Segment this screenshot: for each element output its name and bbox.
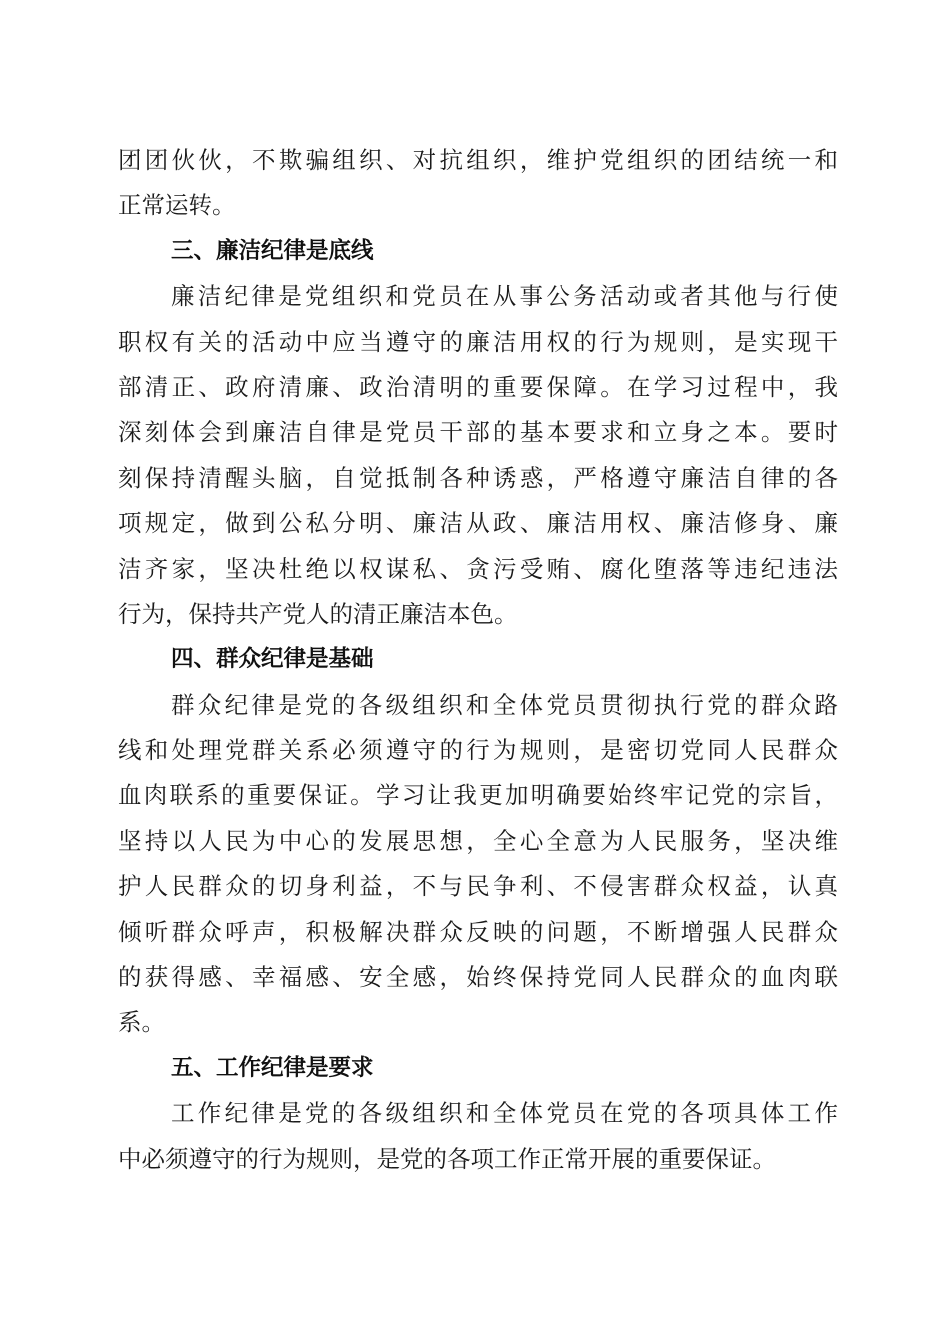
text-line: 的获得感、幸福感、安全感，始终保持党同人民群众的血肉联 [118,963,838,992]
text-line: 护人民群众的切身利益，不与民争利、不侵害群众权益，认真 [118,872,838,901]
text-line: 倾听群众呼声，积极解决群众反映的问题，不断增强人民群众 [118,917,838,946]
text-line: 群众纪律是党的各级组织和全体党员贯彻执行党的群众路 [171,690,838,719]
text-line: 坚持以人民为中心的发展思想，全心全意为人民服务，坚决维 [118,826,838,855]
text-line: 中必须遵守的行为规则，是党的各项工作正常开展的重要保证。 [118,1144,776,1173]
text-line: 正常运转。 [118,191,236,220]
paragraph-integrity-discipline [118,274,838,637]
text-line: 职权有关的活动中应当遵守的廉洁用权的行为规则，是实现干 [118,327,838,356]
document-page [118,138,838,1182]
text-line: 血肉联系的重要保证。学习让我更加明确要始终牢记党的宗旨， [118,781,838,810]
text-line: 廉洁纪律是党组织和党员在从事公务活动或者其他与行使 [171,282,838,311]
text-line: 洁齐家，坚决杜绝以权谋私、贪污受贿、腐化堕落等违纪违法 [118,554,838,583]
text-line: 行为，保持共产党人的清正廉洁本色。 [118,599,518,628]
text-line: 系。 [118,1008,165,1037]
paragraph-work-discipline [118,1091,838,1182]
text-line: 深刻体会到廉洁自律是党员干部的基本要求和立身之本。要时 [118,418,838,447]
text-line: 部清正、政府清廉、政治清明的重要保障。在学习过程中，我 [118,372,838,401]
text-line: 线和处理党群关系必须遵守的行为规则，是密切党同人民群众 [118,736,838,765]
text-line: 工作纪律是党的各级组织和全体党员在党的各项具体工作 [171,1099,838,1128]
section-heading-mass-discipline: 四、群众纪律是基础 [171,646,374,673]
paragraph-mass-discipline [118,683,838,1046]
section-heading-integrity-discipline: 三、廉洁纪律是底线 [171,237,374,264]
section-heading-work-discipline: 五、工作纪律是要求 [171,1054,374,1081]
paragraph-organization-discipline-end [118,138,838,229]
text-line: 项规定，做到公私分明、廉洁从政、廉洁用权、廉洁修身、廉 [118,509,838,538]
text-line: 刻保持清醒头脑，自觉抵制各种诱惑，严格遵守廉洁自律的各 [118,463,838,492]
text-line: 团团伙伙，不欺骗组织、对抗组织，维护党组织的团结统一和 [118,146,838,174]
